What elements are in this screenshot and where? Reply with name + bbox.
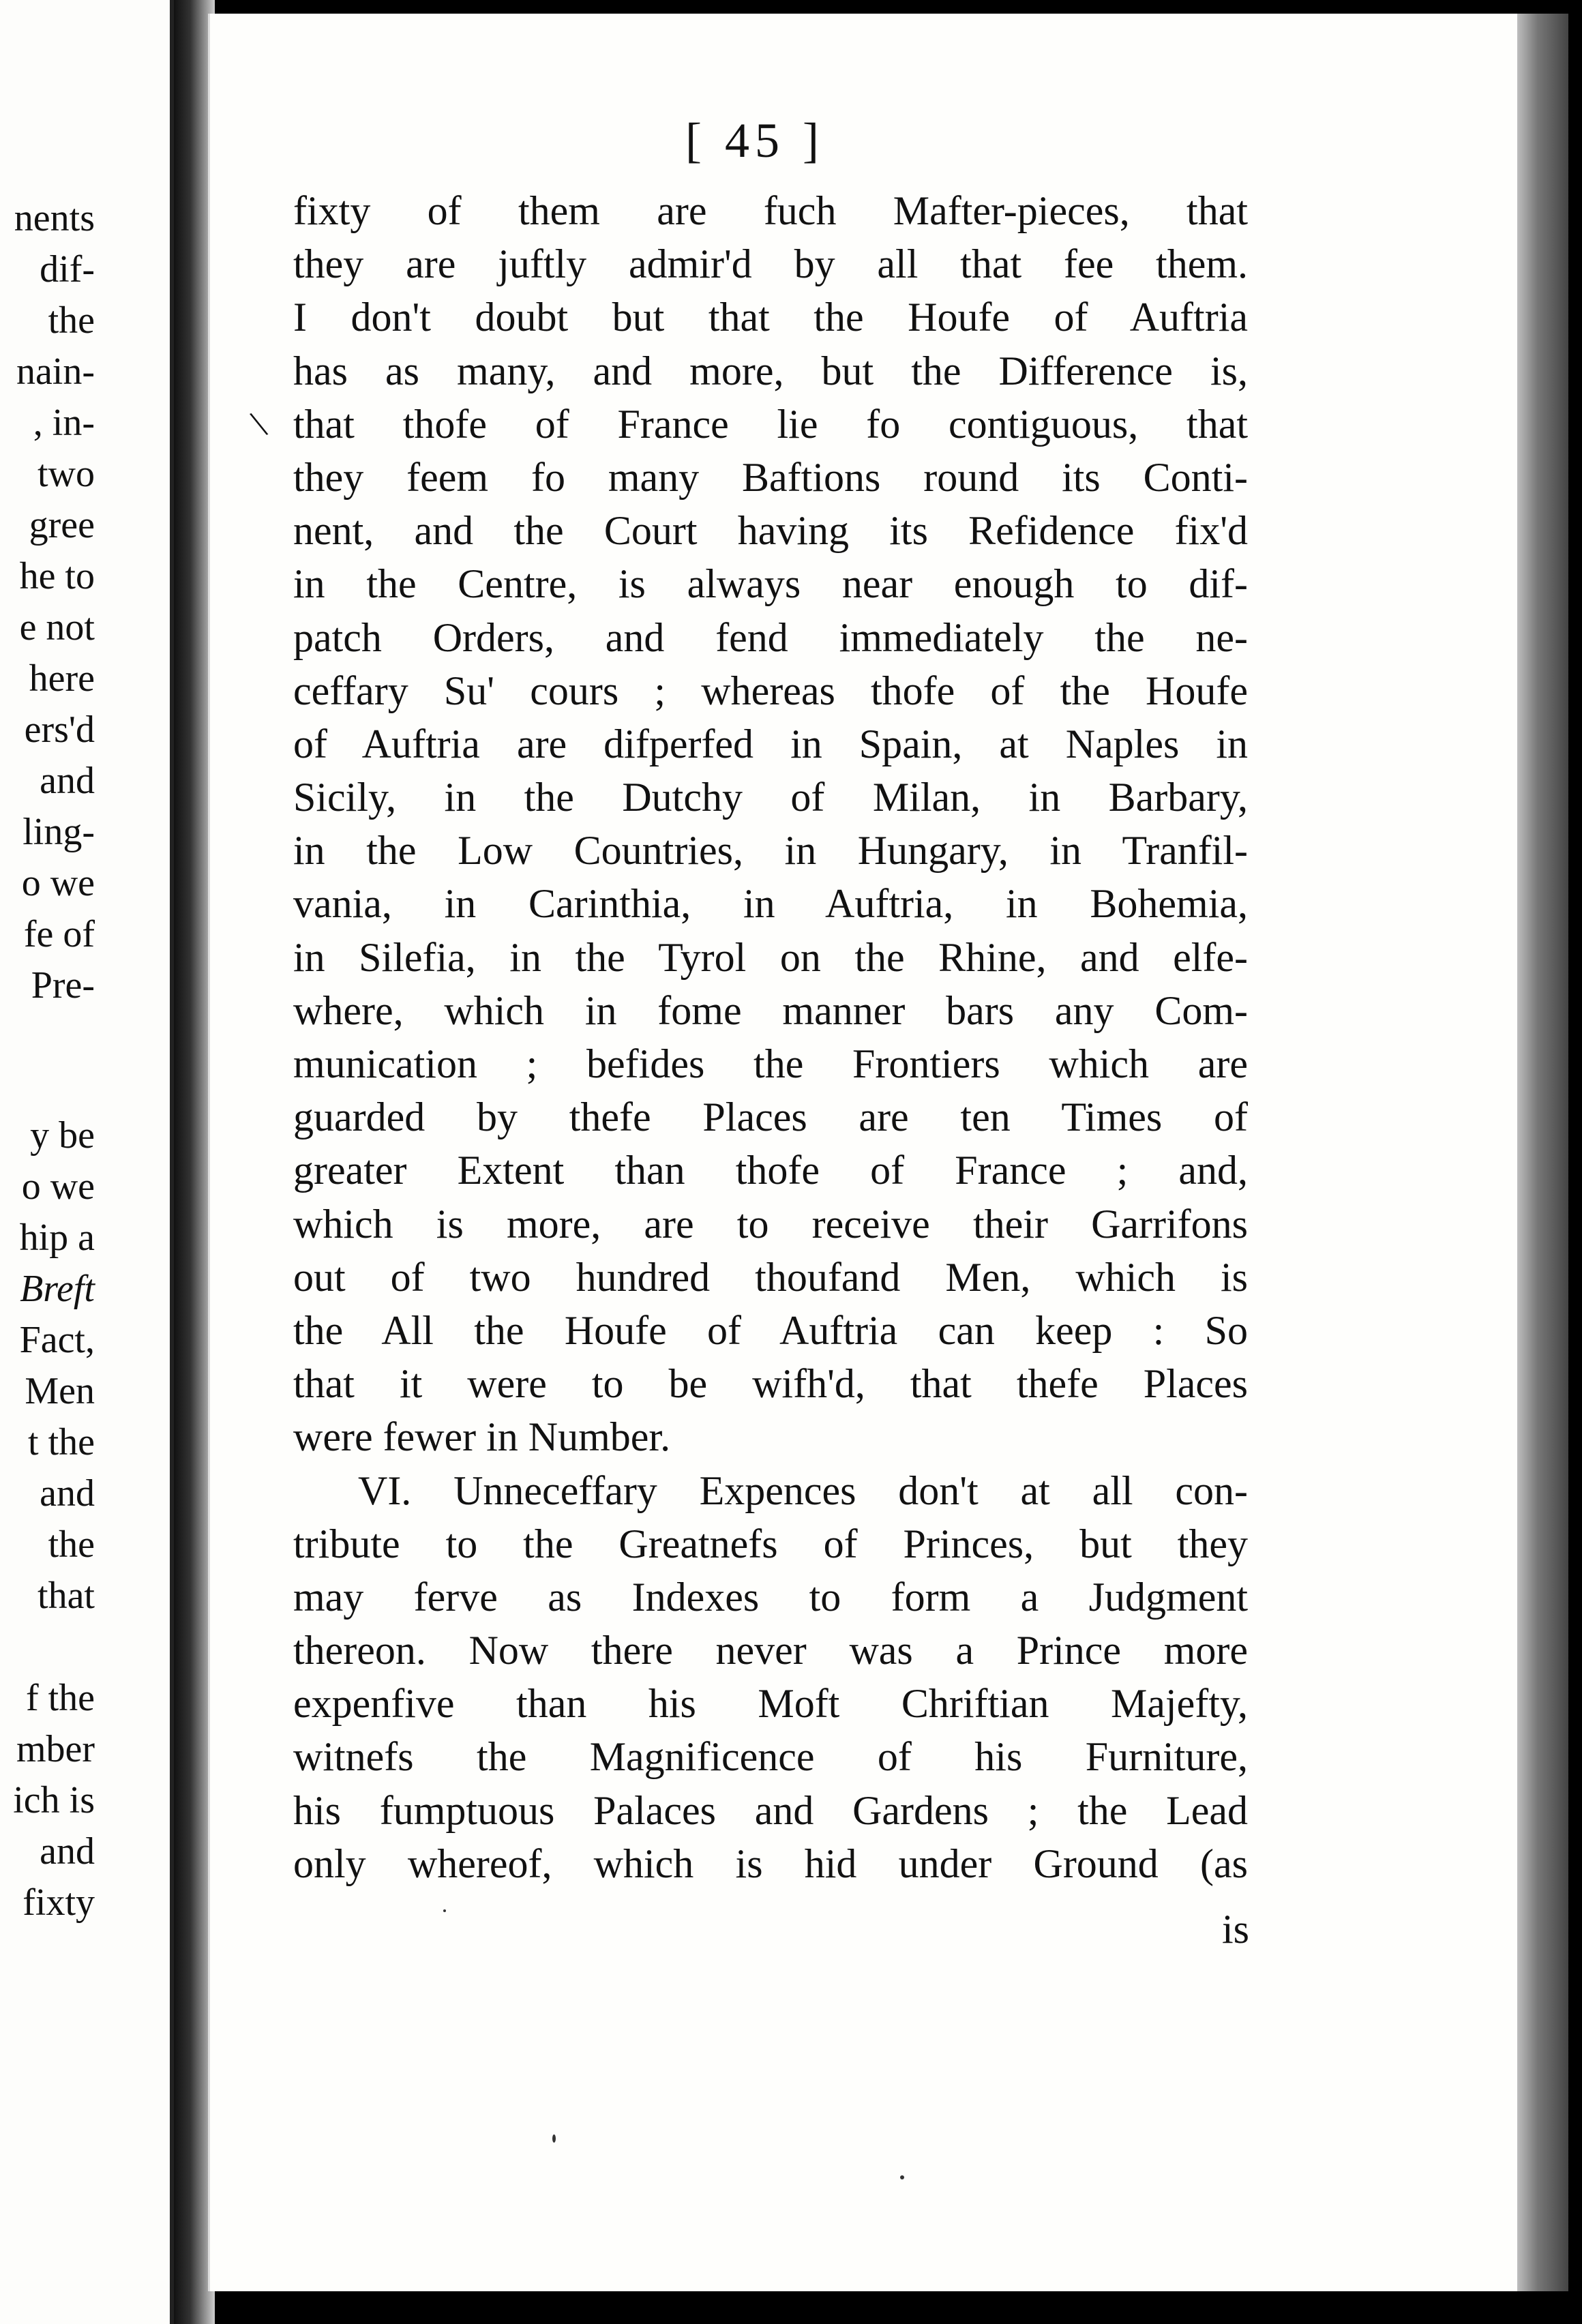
text-line: in the Low Countries, in Hungary, in Tranfil- — [293, 828, 1248, 874]
left-page-fragment: he to — [19, 555, 95, 597]
left-page-fragment: mber — [16, 1728, 95, 1770]
ink-speck — [552, 2134, 556, 2143]
left-page-fragment: e not — [19, 606, 95, 649]
text-line: that thofe of France lie fo contiguous, that — [293, 401, 1248, 447]
left-page-fragment: and — [40, 1830, 95, 1873]
text-line: I don't doubt but that the Houfe of Auftria — [293, 295, 1248, 340]
left-page-fragment: the — [48, 1523, 95, 1566]
left-page-fragment: dif- — [40, 248, 95, 290]
text-line: expenfive than his Moft Chriftian Majefty, — [293, 1681, 1248, 1727]
left-page-fragment: Men — [25, 1370, 95, 1412]
text-line: in the Centre, is always near enough to dif- — [293, 561, 1248, 607]
text-line: the All the Houfe of Auftria can keep : So — [293, 1307, 1248, 1353]
ink-speck — [443, 1909, 446, 1912]
left-page-fragment: ling- — [23, 811, 95, 853]
text-line: has as many, and more, but the Difference is, — [293, 348, 1248, 393]
text-line: which is more, are to receive their Garrifons — [293, 1201, 1248, 1247]
left-page — [0, 0, 174, 2324]
text-line: vania, in Carinthia, in Auftria, in Bohemia, — [293, 881, 1248, 927]
left-page-fragment: nents — [14, 197, 95, 239]
text-line: where, which in fome manner bars any Com- — [293, 987, 1248, 1033]
text-line: only whereof, which is hid under Ground (as — [293, 1841, 1248, 1886]
left-page-fragment: fixty — [23, 1881, 95, 1924]
left-page-fragment: the — [48, 299, 95, 342]
text-line: munication ; befides the Frontiers which are — [293, 1041, 1248, 1086]
left-page-fragment: ers'd — [24, 709, 95, 751]
left-page-fragment: o we — [21, 862, 95, 904]
left-page-fragment: that — [38, 1575, 95, 1617]
left-page-fragment: Pre- — [31, 964, 95, 1007]
left-page-fragment: Fact, — [19, 1319, 95, 1361]
left-page-fragment: Breft — [20, 1268, 95, 1310]
text-line: VI. Unneceffary Expences don't at all con- — [358, 1468, 1248, 1513]
left-page-fragment: and — [40, 1472, 95, 1515]
text-line: nent, and the Court having its Refidence fix'd — [293, 508, 1248, 554]
text-line: patch Orders, and fend immediately the ne- — [293, 614, 1248, 660]
text-line: fixty of them are fuch Mafter-pieces, that — [293, 188, 1248, 233]
left-page-fragment: ich is — [13, 1779, 95, 1821]
text-line: guarded by thefe Places are ten Times of — [293, 1094, 1248, 1140]
text-line: were fewer in Number. — [293, 1414, 671, 1460]
text-line: they are juftly admir'd by all that fee them. — [293, 241, 1248, 287]
left-page-fragment: nain- — [16, 351, 95, 393]
margin-mark: \ — [246, 402, 271, 446]
catchword: is — [1222, 1907, 1250, 1952]
left-page-fragment: , in- — [33, 402, 95, 444]
left-page-fragment: and — [40, 760, 95, 802]
text-line: tribute to the Greatnefs of Princes, but they — [293, 1521, 1248, 1566]
page-edge — [1517, 14, 1568, 2291]
text-line: his fumptuous Palaces and Gardens ; the Lead — [293, 1787, 1248, 1833]
left-page-fragment: fe of — [23, 913, 95, 955]
left-page-fragment: f the — [25, 1677, 95, 1719]
text-line: out of two hundred thoufand Men, which is — [293, 1254, 1248, 1300]
text-line: Sicily, in the Dutchy of Milan, in Barbary, — [293, 775, 1248, 820]
text-line: thereon. Now there never was a Prince more — [293, 1628, 1248, 1673]
left-page-fragment: two — [38, 453, 95, 495]
text-line: witnefs the Magnificence of his Furniture, — [293, 1734, 1248, 1780]
left-page-fragment: here — [29, 657, 95, 700]
text-line: may ferve as Indexes to form a Judgment — [293, 1574, 1248, 1620]
body-text — [293, 184, 1248, 1890]
text-line: in Silefia, in the Tyrol on the Rhine, and elfe- — [293, 934, 1248, 980]
ink-speck — [900, 2175, 904, 2179]
text-line: greater Extent than thofe of France ; and, — [293, 1148, 1248, 1193]
text-line: they feem fo many Baftions round its Conti- — [293, 454, 1248, 500]
text-line: of Auftria are difperfed in Spain, at Naples in — [293, 721, 1248, 766]
text-line: that it were to be wifh'd, that thefe Places — [293, 1361, 1248, 1407]
left-page-fragment: y be — [30, 1114, 95, 1157]
left-page-fragment: gree — [29, 504, 95, 546]
left-page-fragment: t the — [28, 1421, 95, 1463]
left-page-fragment: hip a — [19, 1217, 95, 1259]
page-number: [ 45 ] — [685, 113, 824, 168]
left-page-fragment: o we — [21, 1165, 95, 1208]
text-line: ceffary Su' cours ; whereas thofe of the Houfe — [293, 668, 1248, 713]
